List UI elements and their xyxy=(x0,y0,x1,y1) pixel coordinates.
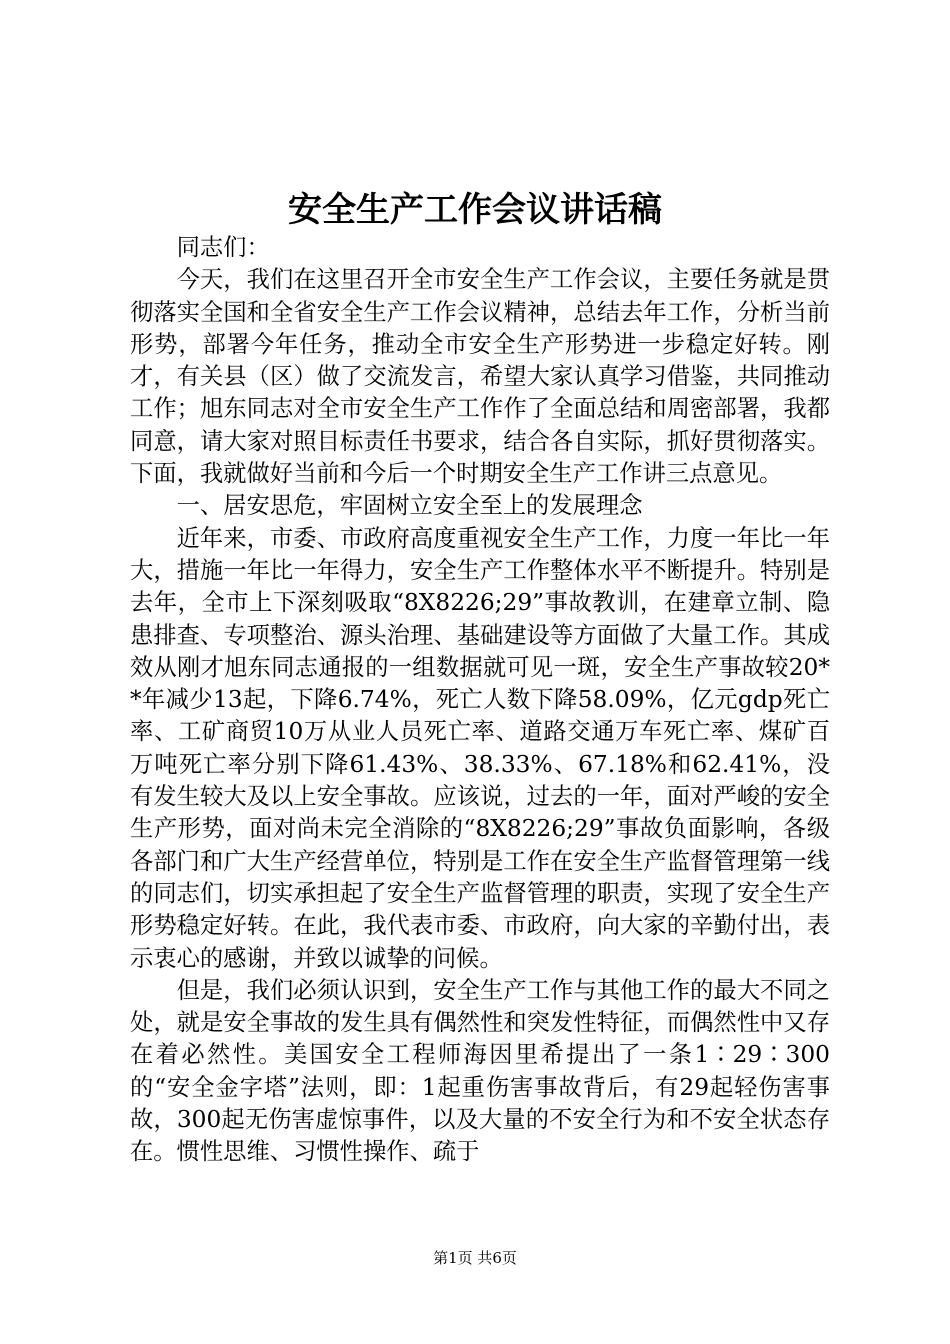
section-heading: 一、居安思危，牢固树立安全至上的发展理念 xyxy=(176,492,643,520)
document-body xyxy=(130,232,830,1169)
salutation-paragraph: 同志们： xyxy=(176,234,270,261)
body-paragraph: 但是，我们必须认识到，安全生产工作与其他工作的最大不同之处，就是安全事故的发生具有偶然性和突发性特征，而偶然性中又存在着必然性。美国安全工程师海因里希提出了一条1∶29∶300的“安全金字塔”法则，即：1起重伤害事故背后，有29起轻伤害事故，300起无伤害虚惊事件，以及大量的不安全行为和不安全状态存在。惯性思维、习惯性操作、疏于 xyxy=(130,976,830,1166)
document-title: 安全生产工作会议讲话稿 xyxy=(288,190,662,230)
body-paragraph: 近年来，市委、市政府高度重视安全生产工作，力度一年比一年大，措施一年比一年得力，安全生产工作整体水平不断提升。特别是去年，全市上下深刻吸取“8X8226;29”事故教训，在建章立制、隐患排查、专项整治、源头治理、基础建设等方面做了大量工作。其成效从刚才旭东同志通报的一组数据就可见一斑，安全生产事故较20**年减少13起，下降6.74%，死亡人数下降58.09%，亿元gdp死亡率、工矿商贸10万从业人员死亡率、道路交通万车死亡率、煤矿百万吨死亡率分别下降61.43%、38.33%、67.18%和62.41%，没有发生较大及以上安全事故。应该说，过去的一年，面对严峻的安全生产形势，面对尚未完全消除的“8X8226;29”事故负面影响，各级各部门和广大生产经营单位，特别是工作在安全生产监督管理第一线的同志们，切实承担起了安全生产监督管理的职责，实现了安全生产形势稳定好转。在此，我代表市委、市政府，向大家的辛勤付出，表示衷心的感谢，并致以诚挚的问候。 xyxy=(130,524,830,972)
body-paragraph: 今天，我们在这里召开全市安全生产工作会议，主要任务就是贯彻落实全国和全省安全生产工作会议精神，总结去年工作，分析当前形势，部署今年任务，推动全市安全生产形势进一步稳定好转。刚才，有关县（区）做了交流发言，希望大家认真学习借鉴，共同推动工作；旭东同志对全市安全生产工作作了全面总结和周密部署，我都同意，请大家对照目标责任书要求，结合各自实际，抓好贯彻落实。下面，我就做好当前和今后一个时期安全生产工作讲三点意见。 xyxy=(130,266,830,488)
page-footer: 第1页 共6页 xyxy=(433,1249,517,1267)
